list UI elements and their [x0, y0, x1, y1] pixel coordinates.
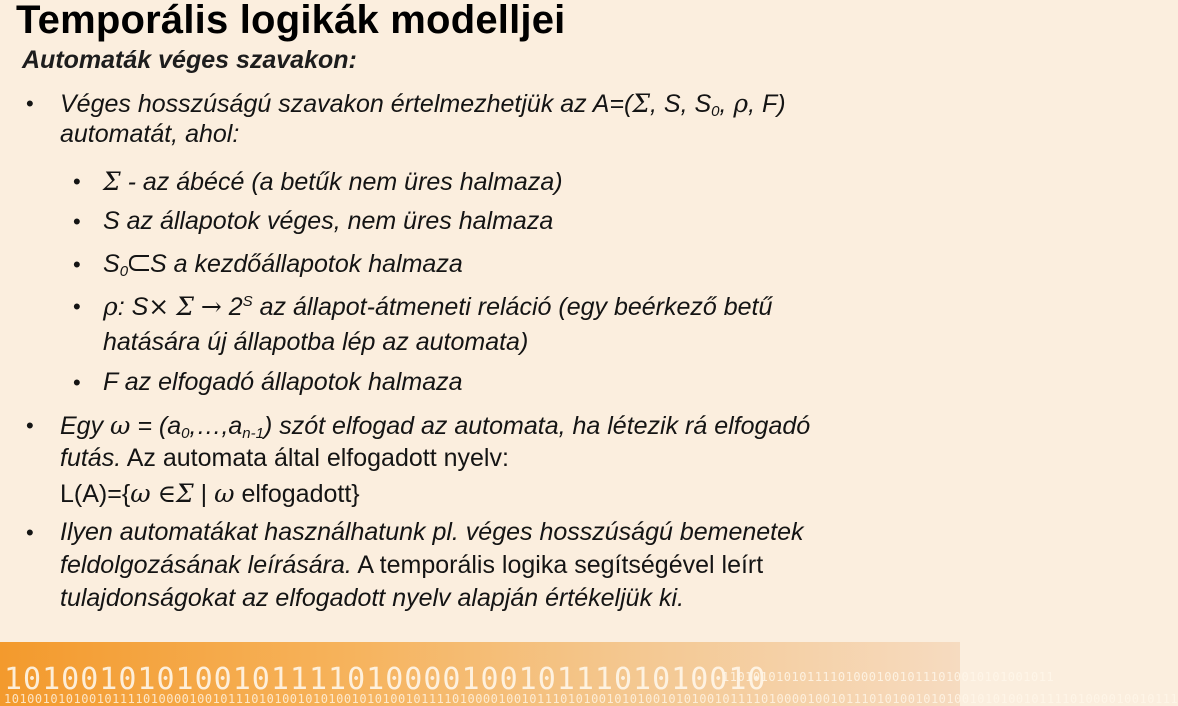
accepted-language-formula — [60, 478, 360, 510]
text: = (a — [130, 412, 182, 440]
omega-symbol: ω — [130, 479, 151, 508]
footer-binary-small-right: 1101010101011110100010010111010010101001011 — [722, 670, 1055, 684]
superscript: S — [242, 293, 253, 310]
sigma-symbol: Σ — [176, 292, 194, 321]
sub-item-transition-relation — [73, 291, 773, 323]
text: S az állapotok véges, nem üres halmaza — [103, 207, 554, 235]
text: - az ábécé (a betűk nem üres halmaza) — [120, 168, 563, 196]
bullet-usage-line2 — [60, 550, 763, 581]
text: hatására új állapotba lép az automata) — [103, 328, 529, 356]
subset-icon — [129, 255, 149, 271]
rho-symbol: ρ — [103, 292, 118, 321]
bullet-dot: • — [73, 294, 81, 319]
text: A temporális logika segítségével leírt — [351, 551, 764, 579]
subscript: 0 — [711, 103, 720, 120]
subscript: n-1 — [242, 425, 264, 442]
text: 2 — [228, 293, 243, 321]
bullet-usage — [26, 517, 804, 548]
times-symbol: × — [148, 292, 170, 321]
footer-binary-band — [0, 642, 1178, 706]
text: S a kezdőállapotok halmaza — [150, 250, 463, 278]
bullet-dot: • — [73, 169, 81, 194]
bullet-word-acceptance-line2 — [60, 443, 509, 474]
rho-symbol: ρ — [733, 89, 749, 118]
text: F az elfogadó állapotok halmaza — [103, 368, 463, 396]
text: ,…,a — [189, 412, 243, 440]
text: tulajdonságokat az elfogadott nyelv alapján értékeljük ki. — [60, 584, 685, 612]
sub-item-states — [73, 206, 554, 237]
element-of-symbol: ∈ — [157, 479, 177, 508]
arrow-right-icon: → — [200, 292, 222, 321]
bullet-dot: • — [26, 413, 34, 438]
text: feldolgozásának leírására. — [60, 551, 352, 579]
bullet-word-acceptance — [26, 410, 811, 442]
text: Véges hosszúságú szavakon értelmezhetjük az A=( — [60, 90, 633, 118]
text: , F) — [748, 90, 786, 118]
sub-item-transition-relation-line2 — [103, 327, 528, 358]
sigma-symbol: Σ — [632, 89, 650, 118]
omega-symbol: ω — [110, 411, 131, 440]
sigma-symbol: Σ — [176, 479, 194, 508]
text: elfogadott} — [234, 480, 360, 508]
bullet-dot: • — [26, 91, 34, 116]
text: , S, S — [650, 90, 712, 118]
text: L(A)={ — [60, 480, 131, 508]
text: ) szót elfogad az automata, ha létezik rá elfogadó — [263, 412, 811, 440]
bullet-dot: • — [73, 252, 81, 277]
text: az állapot-átmeneti reláció (egy beérkező betű — [252, 293, 773, 321]
section-subtitle: Automaták véges szavakon: — [22, 46, 357, 74]
text: | — [193, 480, 215, 508]
text: Az automata által elfogadott nyelv: — [121, 444, 509, 472]
text: , — [719, 90, 734, 118]
bullet-dot: • — [73, 370, 81, 395]
text: Ilyen automatákat használhatunk pl. véges hosszúságú bemenetek — [60, 518, 804, 546]
page-title: Temporális logikák modelljei — [16, 0, 566, 42]
text: S — [103, 250, 120, 278]
footer-binary-row2: 10100101010010111101000010010111010100101010010101001011110100001001011101010010101001010100101111010000100101110101001010100101010010111101000010010111 — [4, 692, 1178, 706]
sub-item-initial-states — [73, 249, 463, 280]
bullet-automaton-definition — [26, 88, 786, 120]
text: Egy — [60, 412, 111, 440]
sigma-symbol: Σ — [103, 167, 121, 196]
subscript: 0 — [119, 263, 129, 280]
footer-binary-large: 1010010101001011110100001001011101010010 — [4, 662, 767, 697]
sub-item-accepting-states — [73, 367, 463, 398]
text: automatát, ahol: — [60, 120, 240, 148]
sub-item-alphabet — [73, 166, 563, 198]
text: futás. — [60, 444, 122, 472]
text: : S — [117, 293, 149, 321]
omega-symbol: ω — [214, 479, 235, 508]
bullet-dot: • — [26, 520, 34, 545]
bullet-automaton-definition-line2 — [60, 119, 239, 150]
subscript: 0 — [181, 425, 190, 442]
bullet-dot: • — [73, 209, 81, 234]
bullet-usage-line3 — [60, 583, 684, 614]
